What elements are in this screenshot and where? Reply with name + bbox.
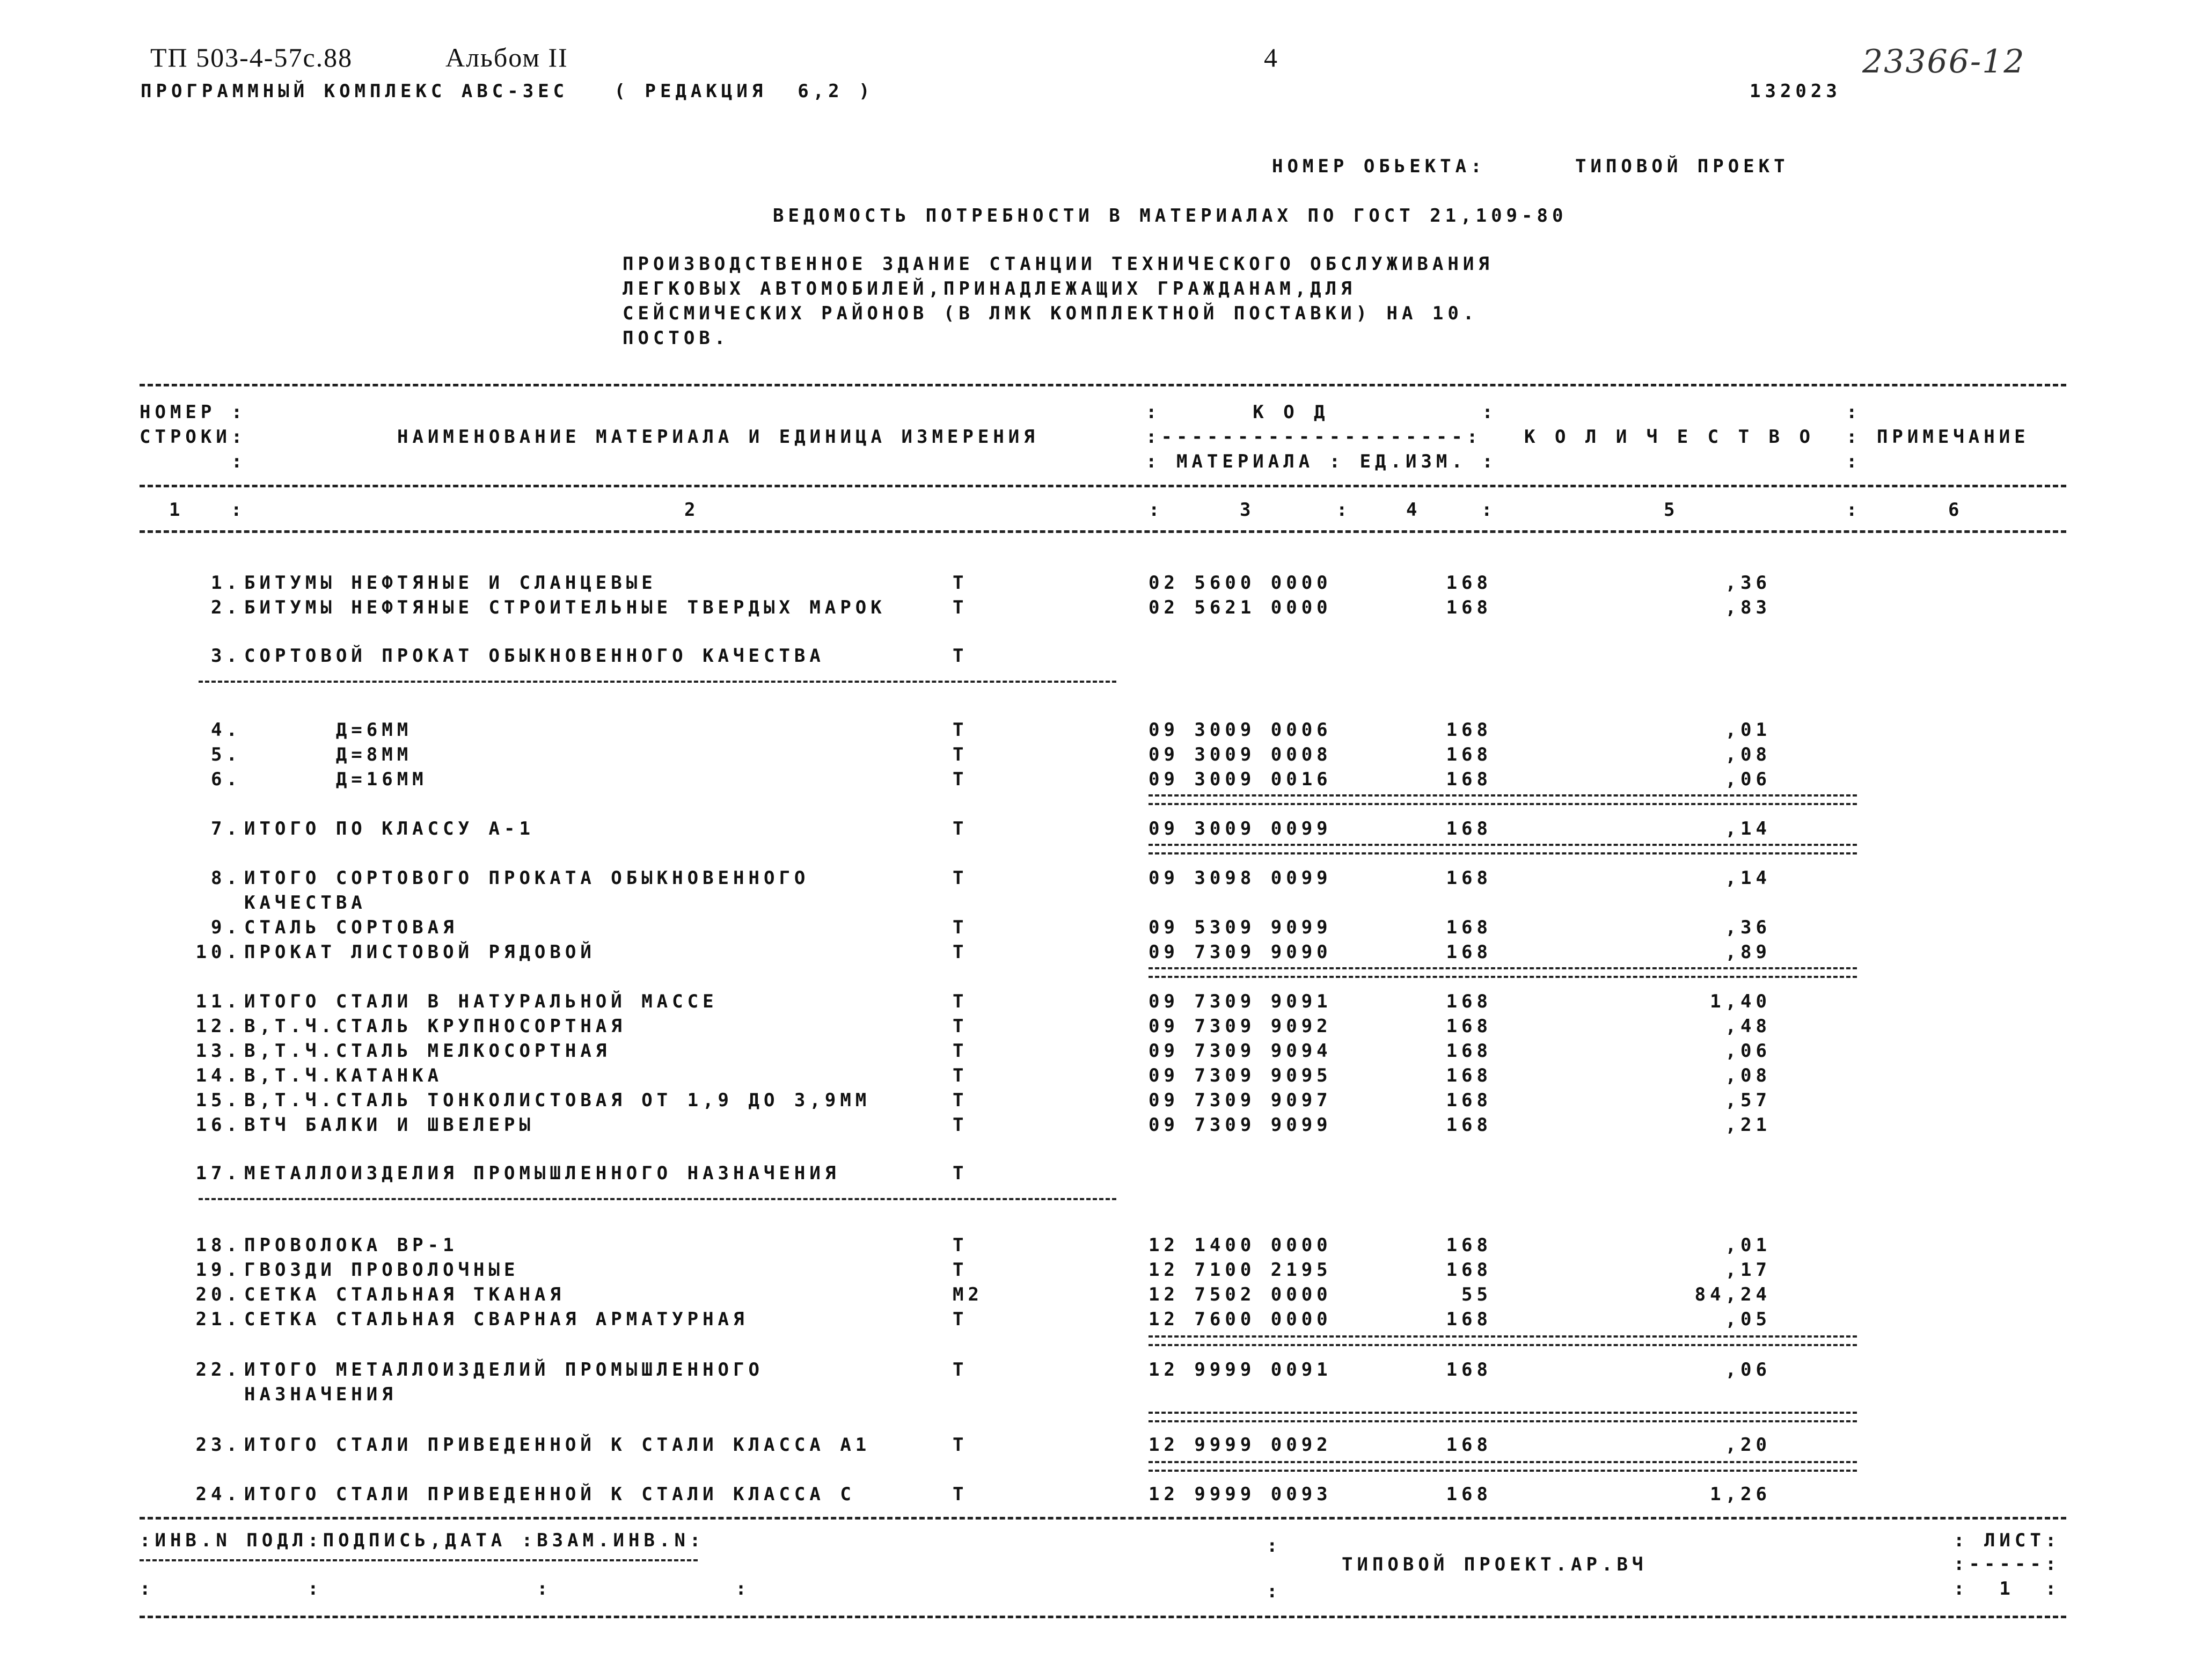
table-row [0,1284,2187,1309]
row-qty: ,36 [1725,917,1771,938]
row-number: 4. [211,719,242,741]
col-sep: : [1846,499,1862,521]
row-ed: 168 [1446,744,1492,765]
table-row [0,917,2187,941]
table-row [0,1359,2187,1384]
row-qty: ,06 [1725,1040,1771,1062]
row-unit: Т [953,1040,968,1062]
row-name-continuation: НАЗНАЧЕНИЯ [244,1384,397,1405]
code-right: 132023 [1750,81,1841,102]
row-code: 02 5600 0000 [1149,572,1332,594]
table-row [0,1384,2187,1408]
row-qty: ,36 [1725,572,1771,594]
col-number-2: 2 [684,499,700,521]
row-unit: Т [953,769,968,790]
table-row [0,818,2187,843]
col-sep: : [1336,499,1352,521]
stamp-cells: : : : : [140,1578,751,1599]
row-number: 8. [211,867,242,889]
row-name: БИТУМЫ НЕФТЯНЫЕ СТРОИТЕЛЬНЫЕ ТВЕРДЫХ МАРОК [244,597,886,618]
code-group-line-3: : МАТЕРИАЛА : ЕД.ИЗМ. : [1146,451,1497,472]
row-qty: ,48 [1725,1016,1771,1037]
page-title: ВЕДОМОСТЬ ПОТРЕБНОСТИ В МАТЕРИАЛАХ ПО ГОСТ 21,109-80 [773,205,1568,227]
row-qty: 84,24 [1694,1284,1771,1305]
row-qty: ,83 [1725,597,1771,618]
row-code: 12 9999 0093 [1149,1484,1332,1505]
col6-header-line-3: : [1846,451,1862,472]
row-number: 15. [195,1090,242,1111]
table-row [0,1259,2187,1284]
col1-header-line-2: СТРОКИ: [140,426,247,448]
row-ed: 168 [1446,1434,1492,1456]
col6-header-line-2: : ПРИМЕЧАНИЕ [1846,426,2030,448]
table-row [0,991,2187,1016]
row-name: ПРОКАТ ЛИСТОВОЙ РЯДОВОЙ [244,941,596,963]
row-code: 09 3098 0099 [1149,867,1332,889]
row-name: Д=6ММ [244,719,413,741]
stamp-colon: : [1267,1581,1282,1602]
table-row [0,597,2187,622]
row-qty: 1,26 [1710,1484,1771,1505]
row-qty: ,08 [1725,744,1771,765]
col6-header-line-1: : [1846,401,1862,423]
code-group-line-1: : К О Д : [1146,401,1497,423]
row-ed: 168 [1446,867,1492,889]
row-name: В,Т.Ч.КАТАНКА [244,1065,443,1086]
row-code: 09 7309 9097 [1149,1090,1332,1111]
row-ed: 168 [1446,572,1492,594]
row-qty: ,14 [1725,867,1771,889]
table-row [0,1163,2187,1187]
row-name: ИТОГО ПО КЛАССУ А-1 [244,818,535,839]
footer-top-rule [140,1517,2066,1520]
subtitle-line-2: ЛЕГКОВЫХ АВТОМОБИЛЕЙ,ПРИНАДЛЕЖАЩИХ ГРАЖДАНАМ,ДЛЯ [623,278,1356,300]
section-underline [199,681,1116,683]
row-name: БИТУМЫ НЕФТЯНЫЕ И СЛАНЦЕВЫЕ [244,572,657,594]
row-unit: Т [953,1016,968,1037]
row-code: 12 1400 0000 [1149,1235,1332,1256]
table-row [0,1016,2187,1040]
table-row [0,867,2187,892]
row-unit: Т [953,991,968,1012]
row-number: 23. [195,1434,242,1456]
col-sep: : [231,499,246,521]
row-name: СЕТКА СТАЛЬНАЯ ТКАНАЯ [244,1284,565,1305]
row-name: В,Т.Ч.СТАЛЬ КРУПНОСОРТНАЯ [244,1016,626,1037]
sheet-label: : ЛИСТ: [1954,1530,2061,1551]
row-ed: 168 [1446,1065,1492,1086]
project-label: ТИПОВОЙ ПРОЕКТ.АР.ВЧ [1342,1554,1648,1575]
row-code: 09 3009 0006 [1149,719,1332,741]
row-ed: 168 [1446,1359,1492,1380]
row-name: ИТОГО СТАЛИ ПРИВЕДЕННОЙ К СТАЛИ КЛАССА С [244,1484,855,1505]
row-unit: Т [953,719,968,741]
row-number: 5. [211,744,242,765]
row-ed: 168 [1446,1309,1492,1330]
sheet-separator: :-----: [1954,1553,2061,1575]
row-ed: 168 [1446,1090,1492,1111]
row-unit: Т [953,1163,968,1184]
row-code: 09 7309 9092 [1149,1016,1332,1037]
table-row [0,1434,2187,1459]
row-ed: 168 [1446,719,1492,741]
subtotal-double-rule [1149,794,1857,805]
object-label: НОМЕР ОБЬЕКТА: [1272,156,1486,177]
row-code: 09 3009 0099 [1149,818,1332,839]
table-row [0,941,2187,966]
numbers-rule [140,530,2066,533]
row-name: СОРТОВОЙ ПРОКАТ ОБЫКНОВЕННОГО КАЧЕСТВА [244,645,825,667]
row-unit: Т [953,941,968,963]
row-number: 20. [195,1284,242,1305]
row-qty: ,57 [1725,1090,1771,1111]
row-number: 24. [195,1484,242,1505]
row-unit: Т [953,1359,968,1380]
row-name-continuation: КАЧЕСТВА [244,892,367,914]
row-code: 02 5621 0000 [1149,597,1332,618]
table-row [0,1484,2187,1508]
table-row [0,744,2187,769]
subtitle-line-4: ПОСТОВ. [623,327,730,349]
doc-code: ТП 503-4-57с.88 [150,42,353,72]
row-code: 09 7309 9099 [1149,1114,1332,1136]
row-number: 11. [195,991,242,1012]
row-unit: Т [953,1090,968,1111]
row-ed: 168 [1446,1235,1492,1256]
row-number: 17. [195,1163,242,1184]
row-code: 09 3009 0016 [1149,769,1332,790]
row-unit: Т [953,1484,968,1505]
row-unit: Т [953,1309,968,1330]
row-name: СТАЛЬ СОРТОВАЯ [244,917,458,938]
table-row [0,1065,2187,1090]
col-sep: : [1149,499,1164,521]
row-name: В,Т.Ч.СТАЛЬ МЕЛКОСОРТНАЯ [244,1040,611,1062]
row-unit: Т [953,597,968,618]
row-number: 9. [211,917,242,938]
sheet-number: : 1 : [1954,1578,2061,1599]
row-number: 2. [211,597,242,618]
row-name: ИТОГО СТАЛИ ПРИВЕДЕННОЙ К СТАЛИ КЛАССА А1 [244,1434,871,1456]
row-code: 09 7309 9091 [1149,991,1332,1012]
table-row [0,645,2187,670]
row-ed: 168 [1446,597,1492,618]
row-unit: Т [953,1114,968,1136]
row-ed: 168 [1446,769,1492,790]
stamp-labels: :ИНВ.N ПОДЛ:ПОДПИСЬ,ДАТА :ВЗАМ.ИНВ.N: [140,1530,705,1551]
row-name: ИТОГО СТАЛИ В НАТУРАЛЬНОЙ МАССЕ [244,991,718,1012]
program-line: ПРОГРАММНЫЙ КОМПЛЕКС АВС-3ЕС ( РЕДАКЦИЯ 6,2 ) [141,81,874,102]
row-ed: 168 [1446,1259,1492,1281]
row-code: 12 7502 0000 [1149,1284,1332,1305]
row-qty: ,05 [1725,1309,1771,1330]
row-unit: Т [953,1235,968,1256]
row-name: Д=8ММ [244,744,413,765]
object-value: ТИПОВОЙ ПРОЕКТ [1575,156,1789,177]
table-row [0,572,2187,597]
row-qty: ,89 [1725,941,1771,963]
row-qty: 1,40 [1710,991,1771,1012]
row-ed: 55 [1461,1284,1492,1305]
row-ed: 168 [1446,1114,1492,1136]
row-number: 3. [211,645,242,667]
row-unit: Т [953,744,968,765]
row-unit: Т [953,1259,968,1281]
row-unit: Т [953,1065,968,1086]
row-code: 12 9999 0092 [1149,1434,1332,1456]
row-number: 10. [195,941,242,963]
col2-header: НАИМЕНОВАНИЕ МАТЕРИАЛА И ЕДИНИЦА ИЗМЕРЕНИЯ [397,426,1039,448]
table-row [0,769,2187,793]
row-unit: Т [953,917,968,938]
table-row [0,1309,2187,1333]
row-ed: 168 [1446,941,1492,963]
table-row [0,1114,2187,1139]
subtitle-line-1: ПРОИЗВОДСТВЕННОЕ ЗДАНИЕ СТАНЦИИ ТЕХНИЧЕСКОГО ОБСЛУЖИВАНИЯ [623,253,1494,275]
row-code: 09 5309 9099 [1149,917,1332,938]
row-name: МЕТАЛЛОИЗДЕЛИЯ ПРОМЫШЛЕННОГО НАЗНАЧЕНИЯ [244,1163,840,1184]
row-number: 22. [195,1359,242,1380]
row-name: В,Т.Ч.СТАЛЬ ТОНКОЛИСТОВАЯ ОТ 1,9 ДО 3,9ММ [244,1090,871,1111]
row-unit: Т [953,867,968,889]
col-number-5: 5 [1664,499,1679,521]
row-ed: 168 [1446,1040,1492,1062]
row-name: СЕТКА СТАЛЬНАЯ СВАРНАЯ АРМАТУРНАЯ [244,1309,749,1330]
table-row [0,1235,2187,1259]
row-qty: ,17 [1725,1259,1771,1281]
col-number-1: 1 [169,499,185,521]
section-underline [199,1198,1116,1200]
row-ed: 168 [1446,1484,1492,1505]
subtotal-double-rule [1149,1335,1857,1346]
row-name: ГВОЗДИ ПРОВОЛОЧНЫЕ [244,1259,520,1281]
row-qty: ,01 [1725,1235,1771,1256]
row-unit: Т [953,1434,968,1456]
col5-header: К О Л И Ч Е С Т В О [1524,426,1815,448]
row-code: 09 7309 9094 [1149,1040,1332,1062]
row-qty: ,20 [1725,1434,1771,1456]
row-unit: Т [953,818,968,839]
row-code: 12 7600 0000 [1149,1309,1332,1330]
subtotal-double-rule [1149,1461,1857,1472]
row-qty: ,06 [1725,769,1771,790]
row-qty: ,21 [1725,1114,1771,1136]
row-code: 09 7309 9095 [1149,1065,1332,1086]
row-number: 12. [195,1016,242,1037]
row-unit: Т [953,572,968,594]
col1-header-line-1: НОМЕР : [140,401,247,423]
row-code: 09 7309 9090 [1149,941,1332,963]
row-qty: ,01 [1725,719,1771,741]
row-code: 12 9999 0091 [1149,1359,1332,1380]
row-number: 14. [195,1065,242,1086]
row-number: 6. [211,769,242,790]
stamp-rule [140,1559,698,1561]
row-number: 1. [211,572,242,594]
subtotal-double-rule [1149,844,1857,854]
header-rule [140,485,2066,487]
row-ed: 168 [1446,1016,1492,1037]
row-name: ИТОГО МЕТАЛЛОИЗДЕЛИЙ ПРОМЫШЛЕННОГО [244,1359,764,1380]
code-group-line-2: :--------------------: [1146,426,1482,448]
page-number: 4 [1264,42,1278,72]
row-unit: Т [953,645,968,667]
row-unit: М2 [953,1284,983,1305]
table-row [0,892,2187,917]
row-code: 12 7100 2195 [1149,1259,1332,1281]
col1-header-line-3: : [140,451,247,472]
row-qty: ,06 [1725,1359,1771,1380]
col-number-6: 6 [1948,499,1964,521]
row-ed: 168 [1446,818,1492,839]
table-row [0,719,2187,744]
row-code: 09 3009 0008 [1149,744,1332,765]
handwritten-number: 23366-12 [1862,43,2025,81]
table-row [0,1040,2187,1065]
row-name: ПРОВОЛОКА ВР-1 [244,1235,458,1256]
row-name: ИТОГО СОРТОВОГО ПРОКАТА ОБЫКНОВЕННОГО [244,867,810,889]
table-row [0,1090,2187,1114]
row-number: 19. [195,1259,242,1281]
subtotal-double-rule [1149,1412,1857,1422]
album-label: Альбом II [445,42,568,72]
row-number: 7. [211,818,242,839]
row-name: ВТЧ БАЛКИ И ШВЕЛЕРЫ [244,1114,535,1136]
row-number: 21. [195,1309,242,1330]
row-qty: ,08 [1725,1065,1771,1086]
row-qty: ,14 [1725,818,1771,839]
row-number: 13. [195,1040,242,1062]
subtotal-double-rule [1149,967,1857,978]
row-name: Д=16ММ [244,769,428,790]
row-ed: 168 [1446,991,1492,1012]
row-ed: 168 [1446,917,1492,938]
col-number-3: 3 [1240,499,1255,521]
col-number-4: 4 [1406,499,1422,521]
row-number: 16. [195,1114,242,1136]
table-top-rule [140,384,2066,386]
stamp-colon: : [1267,1535,1282,1557]
row-number: 18. [195,1235,242,1256]
subtitle-line-3: СЕЙСМИЧЕСКИХ РАЙОНОВ (В ЛМК КОМПЛЕКТНОЙ ПОСТАВКИ) НА 10. [623,303,1479,324]
col-sep: : [1481,499,1497,521]
footer-bottom-rule [140,1616,2066,1618]
